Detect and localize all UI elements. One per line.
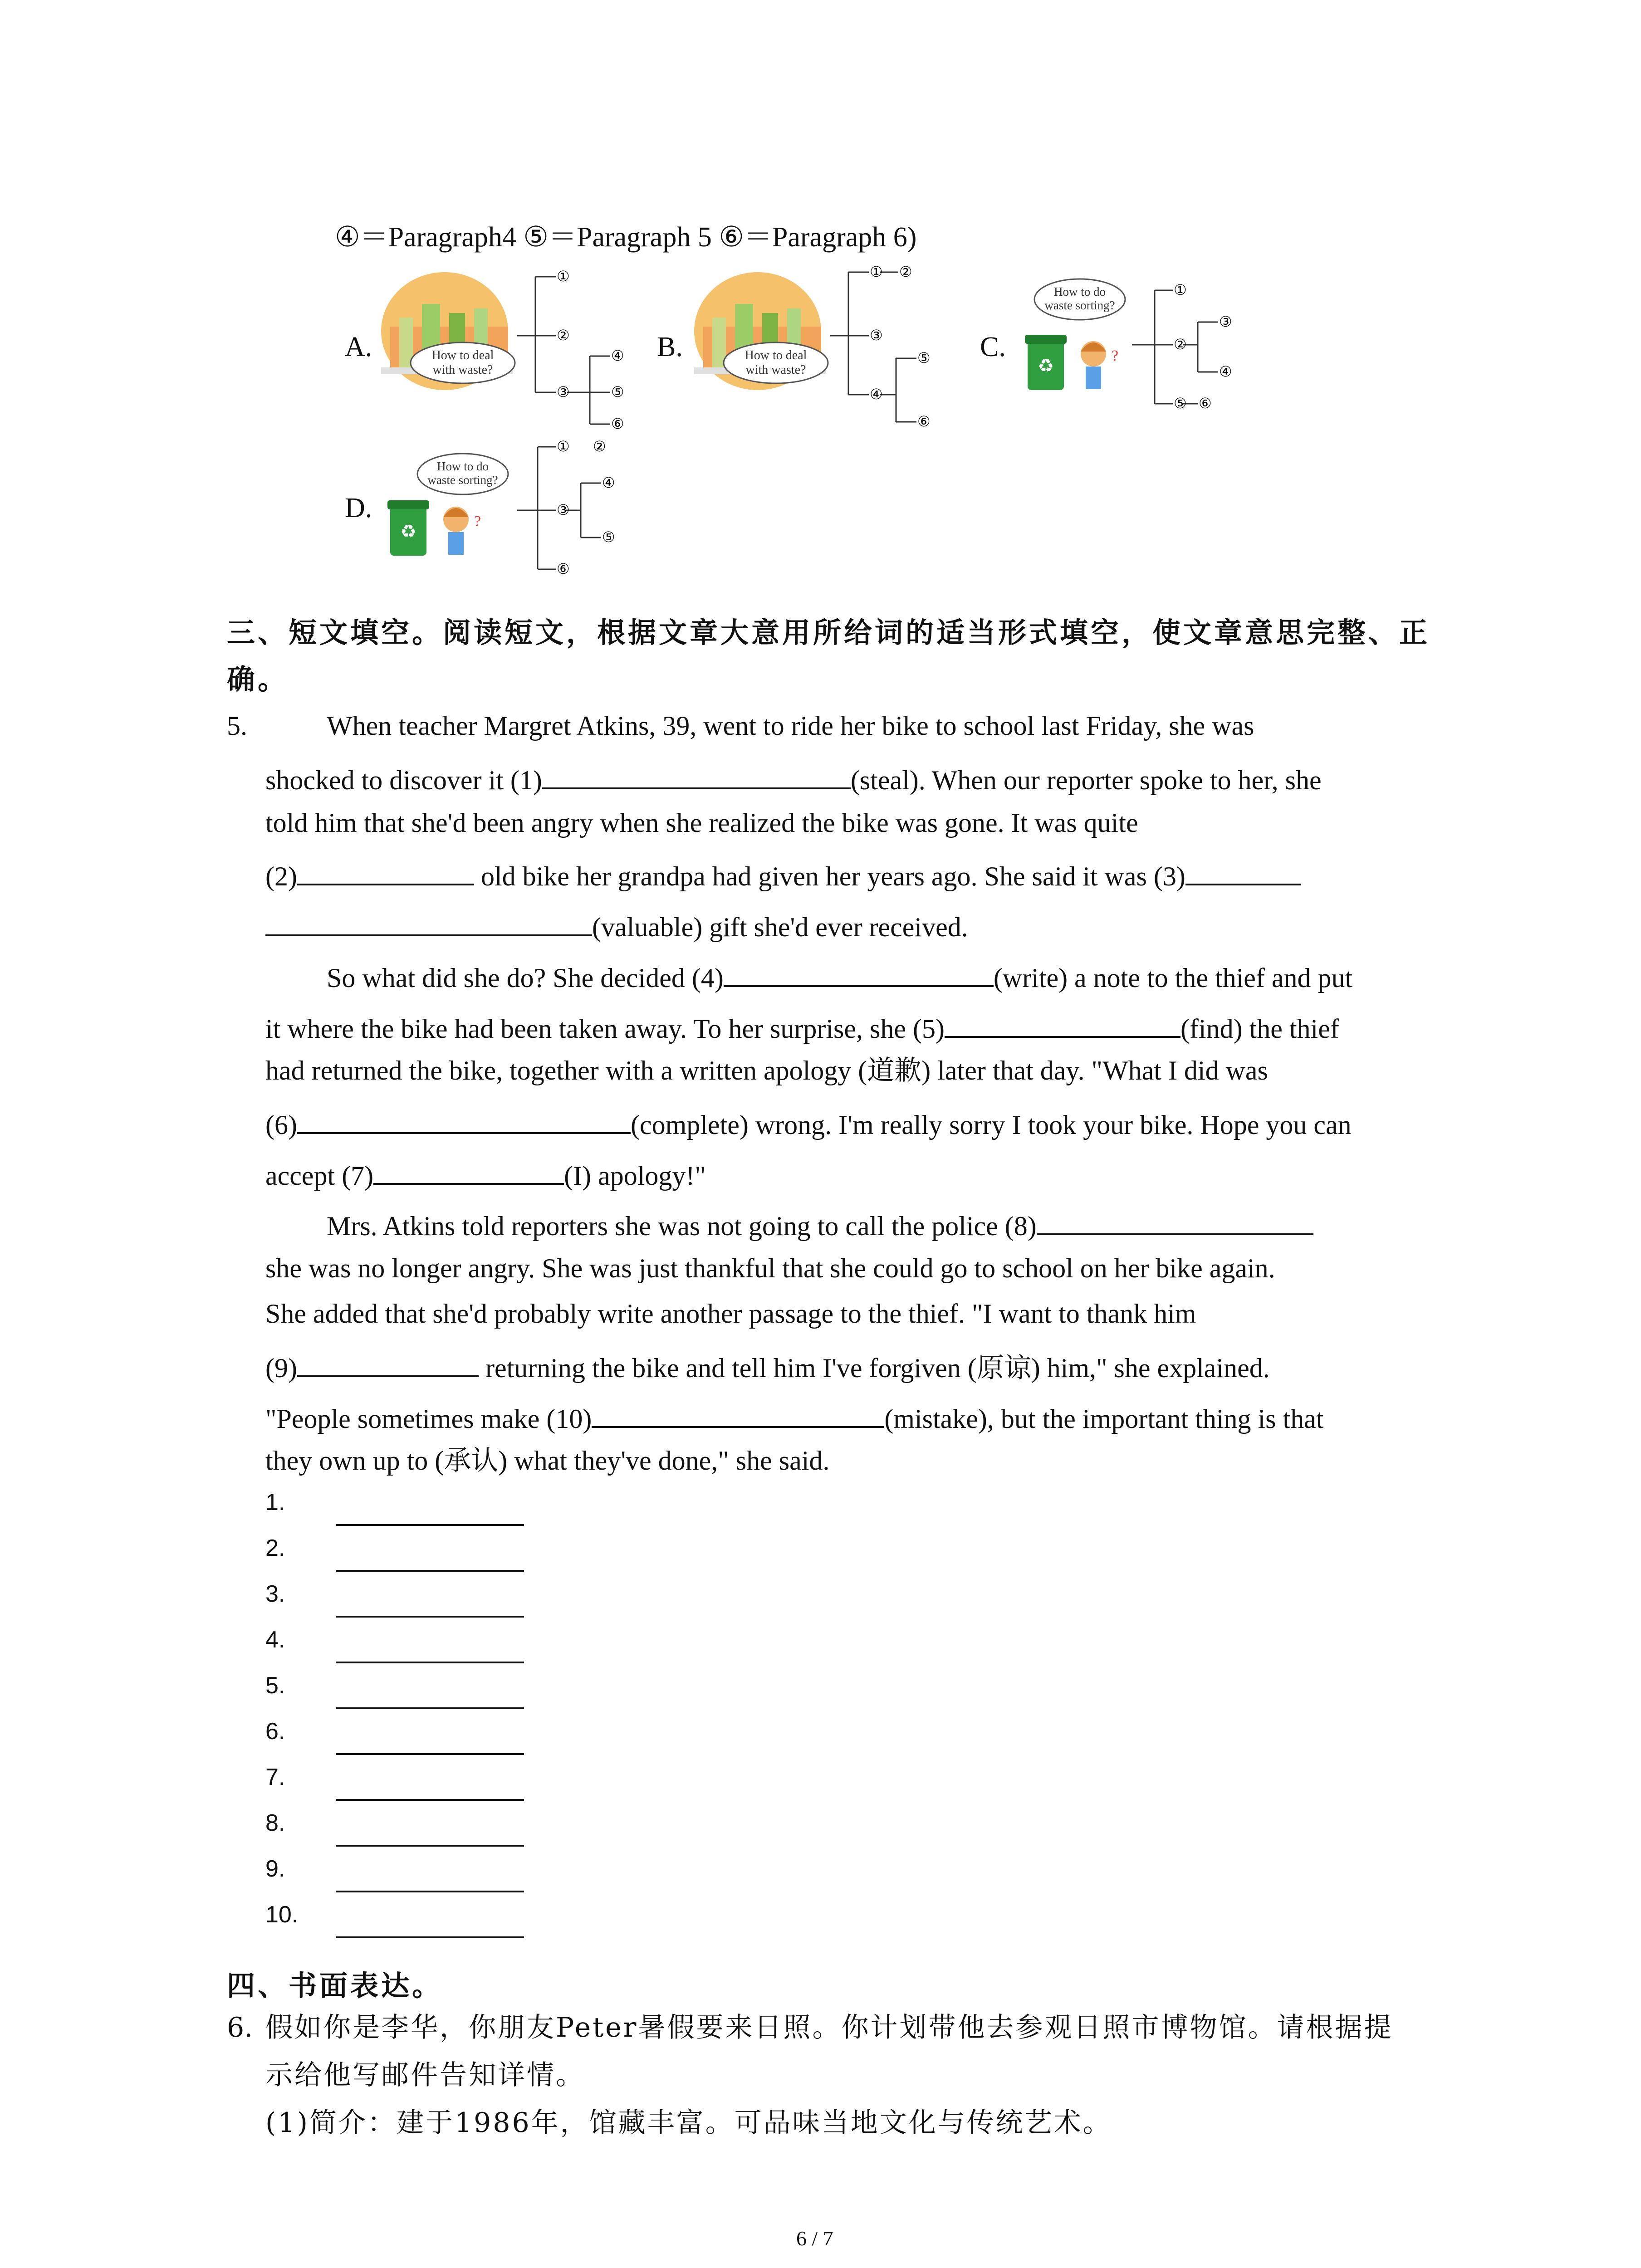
node-2: ② [593, 438, 606, 455]
option-d-diagram [381, 433, 635, 583]
passage-line: (2) old bike her grandpa had given her years ago. She said it was (3) [265, 859, 1301, 890]
node-1: ① [557, 438, 570, 455]
option-a-label: A. [345, 332, 372, 362]
waste-sorting-illustration [387, 454, 508, 556]
option-b-label: B. [657, 332, 683, 362]
node-2: ② [899, 264, 912, 280]
option-c-label: C. [980, 332, 1006, 362]
answer-line[interactable] [336, 1524, 524, 1526]
node-4: ④ [1219, 363, 1232, 380]
writing-prompt-line: 示给他写邮件告知详情。 [265, 2059, 585, 2091]
node-3: ③ [557, 502, 570, 518]
answer-number: 10. [265, 1901, 299, 1928]
answer-number: 4. [265, 1627, 285, 1653]
blank-7[interactable] [373, 1158, 564, 1185]
answer-line[interactable] [336, 1616, 524, 1618]
node-1: ① [1174, 282, 1187, 298]
section4-heading: 四、书面表达。 [227, 1969, 443, 2002]
bubble-line2: waste sorting? [1044, 298, 1115, 312]
blank-3[interactable] [1185, 859, 1301, 885]
node-4: ④ [611, 347, 624, 364]
answer-number: 7. [265, 1764, 285, 1790]
answer-line[interactable] [336, 1845, 524, 1847]
node-5: ⑤ [1174, 395, 1187, 411]
answer-line[interactable] [336, 1936, 524, 1938]
blank-8[interactable] [1037, 1209, 1313, 1235]
answer-number: 8. [265, 1810, 285, 1836]
blank-3-cont[interactable] [265, 910, 592, 936]
passage-line: (9) returning the bike and tell him I've forgiven (原谅) him," she explained. [265, 1351, 1270, 1382]
answer-line[interactable] [336, 1799, 524, 1801]
answer-number: 9. [265, 1856, 285, 1882]
passage-line: (6) (complete) wrong. I'm really sorry I took your bike. Hope you can [265, 1108, 1352, 1139]
passage-line: it where the bike had been taken away. To her surprise, she (5) (find) the thief [265, 1012, 1339, 1042]
passage-line: She added that she'd probably write another passage to the thief. "I want to thank him [265, 1299, 1196, 1329]
page-number: 6 / 7 [796, 2227, 833, 2250]
blank-1[interactable] [542, 763, 851, 789]
option-b-diagram [694, 263, 975, 435]
blank-9[interactable] [297, 1351, 479, 1377]
answer-number: 5. [265, 1672, 285, 1699]
blank-2[interactable] [297, 859, 474, 885]
passage-line: When teacher Margret Atkins, 39, went to ride her bike to school last Friday, she was [327, 711, 1254, 741]
passage-line: told him that she'd been angry when she realized the bike was gone. It was quite [265, 808, 1138, 838]
option-d-label: D. [345, 493, 372, 523]
answer-line[interactable] [336, 1753, 524, 1755]
node-3: ③ [870, 327, 883, 343]
section3-heading-line2: 确。 [227, 663, 289, 696]
passage-line: they own up to (承认) what they've done," she said. [265, 1445, 830, 1476]
bubble-line1: How to do [1054, 285, 1106, 298]
answer-line[interactable] [336, 1891, 524, 1892]
question-number-6: 6. [227, 2012, 253, 2043]
node-3: ③ [557, 384, 570, 400]
svg-text:♻: ♻ [400, 521, 416, 542]
passage-line: "People sometimes make (10) (mistake), but the important thing is that [265, 1402, 1324, 1432]
answer-number: 3. [265, 1581, 285, 1607]
node-6: ⑥ [917, 413, 931, 430]
answer-number: 6. [265, 1718, 285, 1745]
bubble-line1: How to deal [431, 348, 494, 362]
factory-illustration [694, 272, 828, 390]
answer-line[interactable] [336, 1570, 524, 1572]
blank-5[interactable] [945, 1012, 1181, 1038]
passage-line: had returned the bike, together with a written apology (道歉) later that day. "What I did was [265, 1055, 1268, 1086]
bubble-line1: How to do [437, 459, 489, 473]
passage-line: So what did she do? She decided (4) (write) a note to the thief and put [327, 961, 1352, 992]
node-6: ⑥ [557, 561, 570, 577]
blank-6[interactable] [297, 1108, 631, 1134]
blank-10[interactable] [592, 1402, 884, 1428]
node-2: ② [1174, 336, 1187, 352]
passage-line: shocked to discover it (1) (steal). When our reporter spoke to her, she [265, 763, 1322, 794]
answer-number: 2. [265, 1535, 285, 1561]
node-5: ⑤ [611, 384, 624, 400]
option-c-diagram [1019, 272, 1300, 417]
node-6: ⑥ [1199, 395, 1212, 411]
writing-prompt-line: 假如你是李华，你朋友Peter暑假要来日照。你计划带他去参观日照市博物馆。请根据提 [265, 2012, 1393, 2043]
writing-prompt-line: (1)简介：建于1986年，馆藏丰富。可品味当地文化与传统艺术。 [265, 2107, 1112, 2139]
bubble-line2: waste sorting? [427, 473, 498, 487]
answer-line[interactable] [336, 1662, 524, 1663]
factory-illustration [381, 272, 515, 390]
node-4: ④ [602, 474, 615, 491]
option-a-diagram [381, 263, 644, 435]
node-2: ② [557, 327, 570, 343]
answer-number: 1. [265, 1489, 285, 1515]
node-5: ⑤ [602, 529, 615, 545]
passage-line: (valuable) gift she'd ever received. [265, 910, 968, 941]
node-1: ① [870, 264, 883, 280]
bubble-line1: How to deal [745, 348, 807, 362]
node-4: ④ [870, 386, 883, 402]
svg-text:♻: ♻ [1038, 356, 1054, 376]
answer-line[interactable] [336, 1707, 524, 1709]
question-number-5: 5. [227, 711, 247, 741]
node-6: ⑥ [611, 415, 624, 432]
node-5: ⑤ [917, 350, 931, 366]
bubble-line2: with waste? [745, 363, 806, 377]
section3-heading-line1: 三、短文填空。阅读短文，根据文章大意用所给词的适当形式填空，使文章意思完整、正 [227, 616, 1430, 649]
passage-line: accept (7) (I) apology!" [265, 1158, 706, 1189]
passage-line: she was no longer angry. She was just thankful that she could go to school on her bike again. [265, 1253, 1275, 1283]
node-1: ① [557, 268, 570, 284]
blank-4[interactable] [724, 961, 994, 987]
svg-text:?: ? [1112, 347, 1119, 364]
waste-sorting-illustration [1025, 279, 1125, 390]
svg-text:?: ? [474, 513, 481, 530]
node-3: ③ [1219, 313, 1232, 330]
passage-line: Mrs. Atkins told reporters she was not going to call the police (8) [327, 1209, 1313, 1240]
bubble-line2: with waste? [432, 363, 493, 377]
paragraph-key-line: ④＝Paragraph4 ⑤＝Paragraph 5 ⑥＝Paragraph 6) [335, 222, 917, 253]
